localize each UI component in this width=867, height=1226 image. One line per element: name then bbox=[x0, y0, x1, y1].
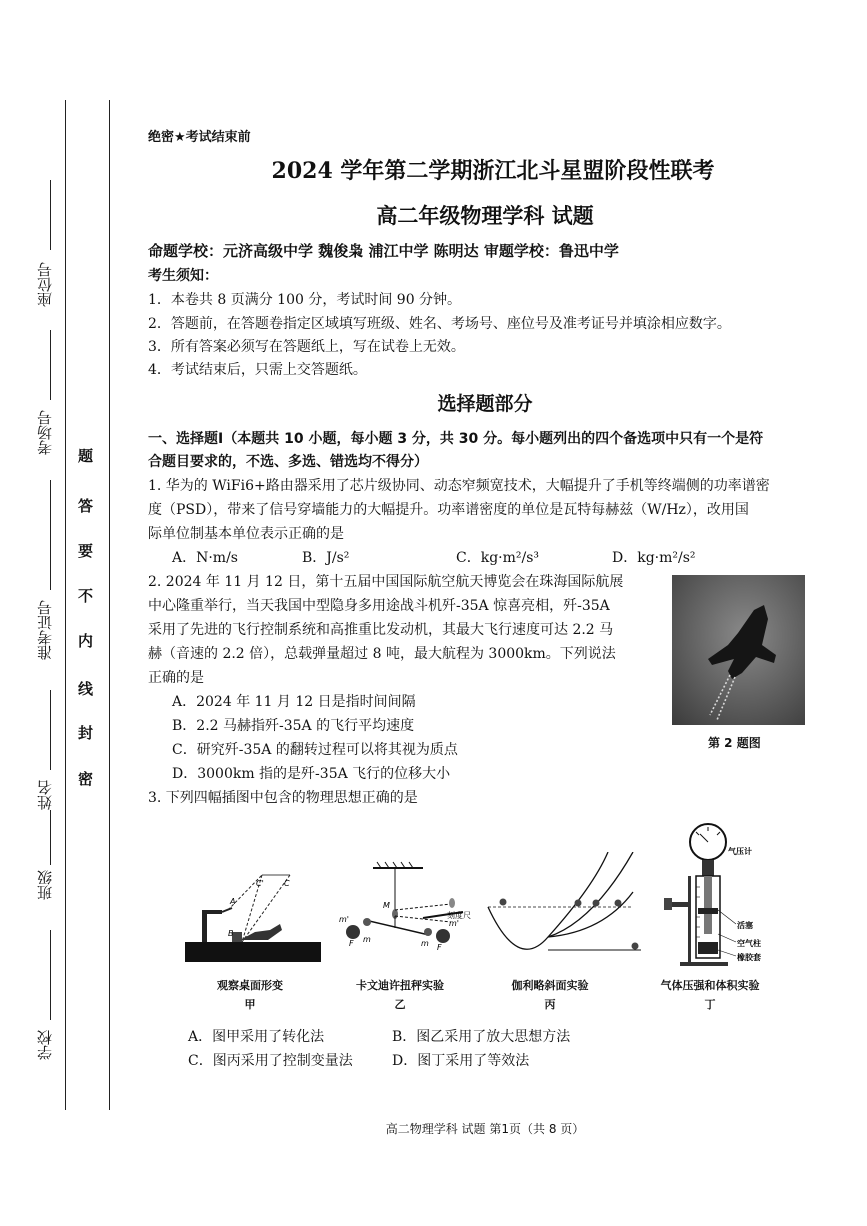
label-air-column: 空气柱 bbox=[737, 939, 761, 948]
q2-stem: 赫（音速的 2.2 倍），总载弹量超过 8 吨，最大航程为 3000km。下列说法 bbox=[148, 646, 616, 662]
figure-ding-caption: 气体压强和体积实验 bbox=[660, 979, 760, 992]
figure-jia-desk-deformation bbox=[180, 870, 325, 965]
section-intro: 合题目要求的，不选、多选、错选均不得分） bbox=[148, 454, 428, 470]
q2-option-a: A．2024 年 11 月 12 日是指时间间隔 bbox=[172, 694, 416, 710]
figure-bing-galileo-slope bbox=[483, 852, 643, 957]
q2-stem: 正确的是 bbox=[148, 670, 204, 686]
q1-stem: 度（PSD），带来了信号穿墙能力的大幅提升。功率谱密度的单位是瓦特每赫兹（W/Hz），改用国 bbox=[148, 502, 749, 518]
binding-line-right bbox=[109, 100, 110, 1110]
notice-item: 4．考试结束后，只需上交答题纸。 bbox=[148, 362, 367, 378]
label-piston: 活塞 bbox=[737, 921, 753, 930]
q2-option-d: D．3000km 指的是歼-35A 飞行的位移大小 bbox=[172, 766, 451, 782]
fighter-jet-photo bbox=[672, 575, 805, 725]
seal-char: 不 bbox=[78, 587, 94, 605]
label-b: B bbox=[228, 929, 234, 938]
exam-title: 2024 学年第二学期浙江北斗星盟阶段性联考 bbox=[271, 158, 715, 184]
label-f-right: F bbox=[437, 943, 442, 952]
q2-stem: 2. 2024 年 11 月 12 日，第十五届中国国际航空航天博览会在珠海国际航展 bbox=[148, 574, 624, 590]
binding-line-left bbox=[65, 100, 66, 1110]
seal-char: 内 bbox=[78, 632, 94, 650]
label-c-prime: C' bbox=[256, 879, 264, 888]
figure-ding-label: 丁 bbox=[704, 998, 716, 1011]
section-intro: 一、选择题Ⅰ（本题共 10 小题，每小题 3 分，共 30 分。每小题列出的四个备选项中只有一个是符 bbox=[148, 431, 764, 447]
q2-option-c: C．研究歼-35A 的翻转过程可以将其视为质点 bbox=[172, 742, 458, 758]
q1-option-a: A．N·m/s bbox=[172, 550, 238, 566]
q2-stem: 中心隆重举行，当天我国中型隐身多用途战斗机歼-35A 惊喜亮相，歼-35A bbox=[148, 598, 610, 614]
seal-char: 要 bbox=[78, 542, 94, 560]
label-big-m: M bbox=[383, 901, 390, 910]
blank-ticket bbox=[50, 480, 51, 590]
figure-bing-caption: 伽利略斜面实验 bbox=[511, 979, 589, 992]
figure-yi-torsion-balance bbox=[333, 860, 473, 965]
exam-subtitle: 高二年级物理学科 试题 bbox=[376, 203, 594, 228]
notice-heading: 考生须知： bbox=[148, 268, 218, 284]
notice-item: 1．本卷共 8 页满分 100 分，考试时间 90 分钟。 bbox=[148, 292, 462, 308]
q1-option-d: D．kg·m²/s² bbox=[612, 550, 696, 566]
label-m-prime-left: m' bbox=[339, 915, 349, 924]
figure-bing-label: 丙 bbox=[544, 998, 556, 1011]
notice-item: 3．所有答案必须写在答题纸上，写在试卷上无效。 bbox=[148, 339, 465, 355]
q2-stem: 采用了先进的飞行控制系统和高推重比发动机，其最大飞行速度可达 2.2 马 bbox=[148, 622, 614, 638]
seal-char: 密 bbox=[78, 770, 94, 788]
q2-figure-caption: 第 2 题图 bbox=[708, 736, 761, 750]
field-name: 姓名 bbox=[36, 780, 54, 810]
q2-option-b: B．2.2 马赫指歼-35A 的飞行平均速度 bbox=[172, 718, 415, 734]
q3-option-c: C．图丙采用了控制变量法 bbox=[188, 1053, 353, 1069]
label-c: C bbox=[284, 879, 290, 888]
q3-option-a: A．图甲采用了转化法 bbox=[188, 1029, 325, 1045]
label-ruler: 刻度尺 bbox=[447, 911, 471, 920]
label-m-right: m bbox=[421, 939, 429, 948]
label-m-left: m bbox=[363, 935, 371, 944]
q1-option-b: B．J/s² bbox=[302, 550, 350, 566]
page-footer: 高二物理学科 试题 第1页（共 8 页） bbox=[385, 1122, 585, 1136]
seal-char: 答 bbox=[78, 497, 94, 515]
q1-stem: 1. 华为的 WiFi6+路由器采用了芯片级协同、动态窄频宽技术，大幅提升了手机等终端侧的功率谱密 bbox=[148, 478, 770, 494]
figure-jia-label: 甲 bbox=[244, 998, 256, 1011]
field-class: 班级 bbox=[36, 870, 54, 900]
label-rubber: 橡胶套 bbox=[737, 953, 761, 962]
notice-item: 2．答题前，在答题卷指定区域填写班级、姓名、考场号、座位号及准考证号并填涂相应数字。 bbox=[148, 316, 731, 332]
label-gauge: 气压计 bbox=[728, 847, 752, 856]
q3-stem: 3. 下列四幅插图中包含的物理思想正确的是 bbox=[148, 790, 418, 806]
label-m-prime-right: m' bbox=[449, 919, 459, 928]
figure-ding-gas-pressure bbox=[660, 822, 780, 970]
secret-mark: 绝密★考试结束前 bbox=[148, 130, 251, 145]
authors-line: 命题学校：元济高级中学 魏俊枭 浦江中学 陈明达 审题学校：鲁迅中学 bbox=[148, 242, 619, 260]
seal-char: 线 bbox=[78, 680, 94, 698]
seal-char: 封 bbox=[78, 724, 94, 742]
field-seat: 座位号 bbox=[36, 262, 54, 307]
blank-school bbox=[50, 930, 51, 1020]
blank-name bbox=[50, 690, 51, 770]
seal-char: 题 bbox=[78, 447, 94, 465]
q3-option-b: B．图乙采用了放大思想方法 bbox=[392, 1029, 571, 1045]
section-title: 选择题部分 bbox=[437, 393, 533, 415]
field-ticket: 准考证号 bbox=[36, 600, 54, 660]
figure-yi-label: 乙 bbox=[394, 998, 406, 1011]
field-room: 考场号 bbox=[36, 410, 54, 455]
q1-stem: 际单位制基本单位表示正确的是 bbox=[148, 526, 344, 542]
label-f-left: F bbox=[349, 939, 354, 948]
field-school: 学校 bbox=[36, 1030, 54, 1060]
label-a: A bbox=[230, 897, 236, 906]
q1-option-c: C．kg·m²/s³ bbox=[456, 550, 540, 566]
blank-class bbox=[50, 810, 51, 865]
q3-option-d: D．图丁采用了等效法 bbox=[392, 1053, 530, 1069]
figure-jia-caption: 观察桌面形变 bbox=[217, 979, 283, 992]
figure-yi-caption: 卡文迪许扭秤实验 bbox=[356, 979, 444, 992]
